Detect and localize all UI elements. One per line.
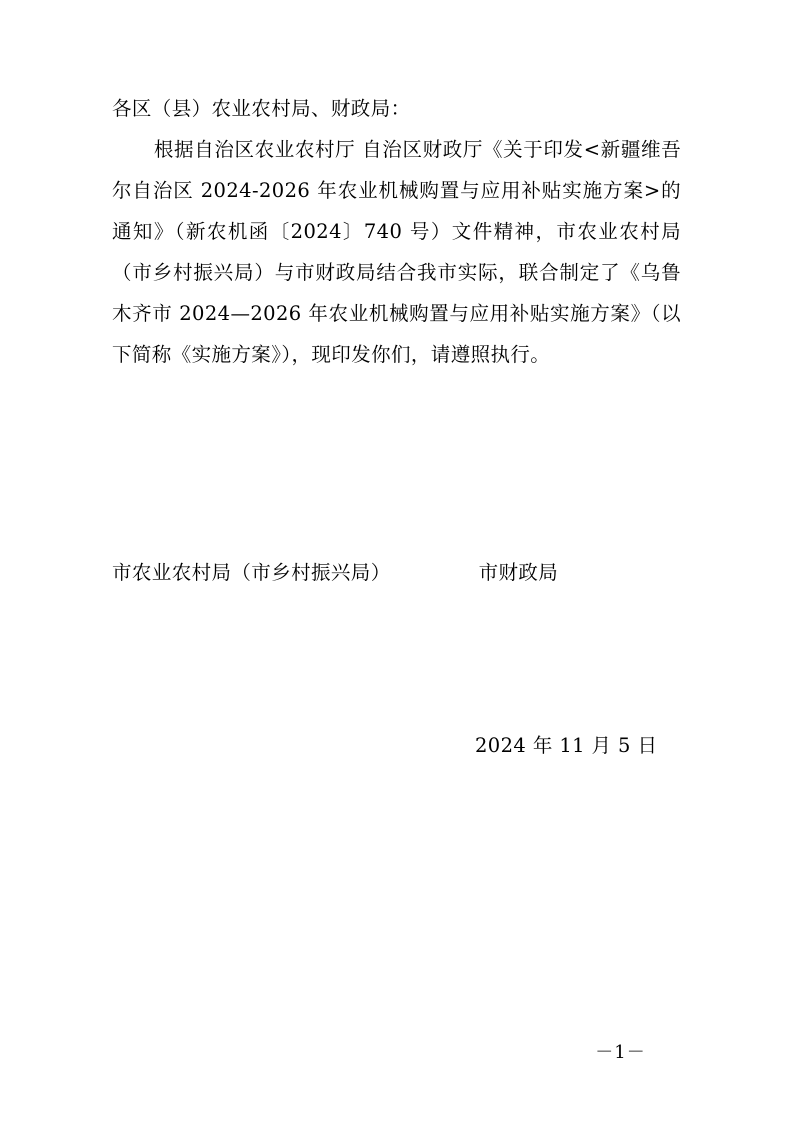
signature-block xyxy=(112,470,681,675)
signature-line xyxy=(112,552,681,593)
signer-agriculture-bureau: 市农业农村局（市乡村振兴局） xyxy=(112,561,391,584)
body-paragraph: 根据自治区农业农村厅 自治区财政厅《关于印发<新疆维吾尔自治区 2024-2026 年农业机械购置与应用补贴实施方案>的通知》（新农机函〔2024〕740 号）文件精神，市农业农村局（市乡村振兴局）与市财政局结合我市实际，联合制定了《乌鲁木齐市 2024—2026 年农业机械购置与应用补贴实施方案》（以下简称《实施方案》），现印发你们，请遵照执行。 xyxy=(112,138,681,366)
document-body xyxy=(112,88,681,375)
salutation: 各区（县）农业农村局、财政局： xyxy=(112,97,411,120)
page-number: －1－ xyxy=(595,1042,646,1063)
signer-finance-bureau: 市财政局 xyxy=(478,561,559,584)
document-date: 2024 年 11 月 5 日 xyxy=(475,734,658,757)
